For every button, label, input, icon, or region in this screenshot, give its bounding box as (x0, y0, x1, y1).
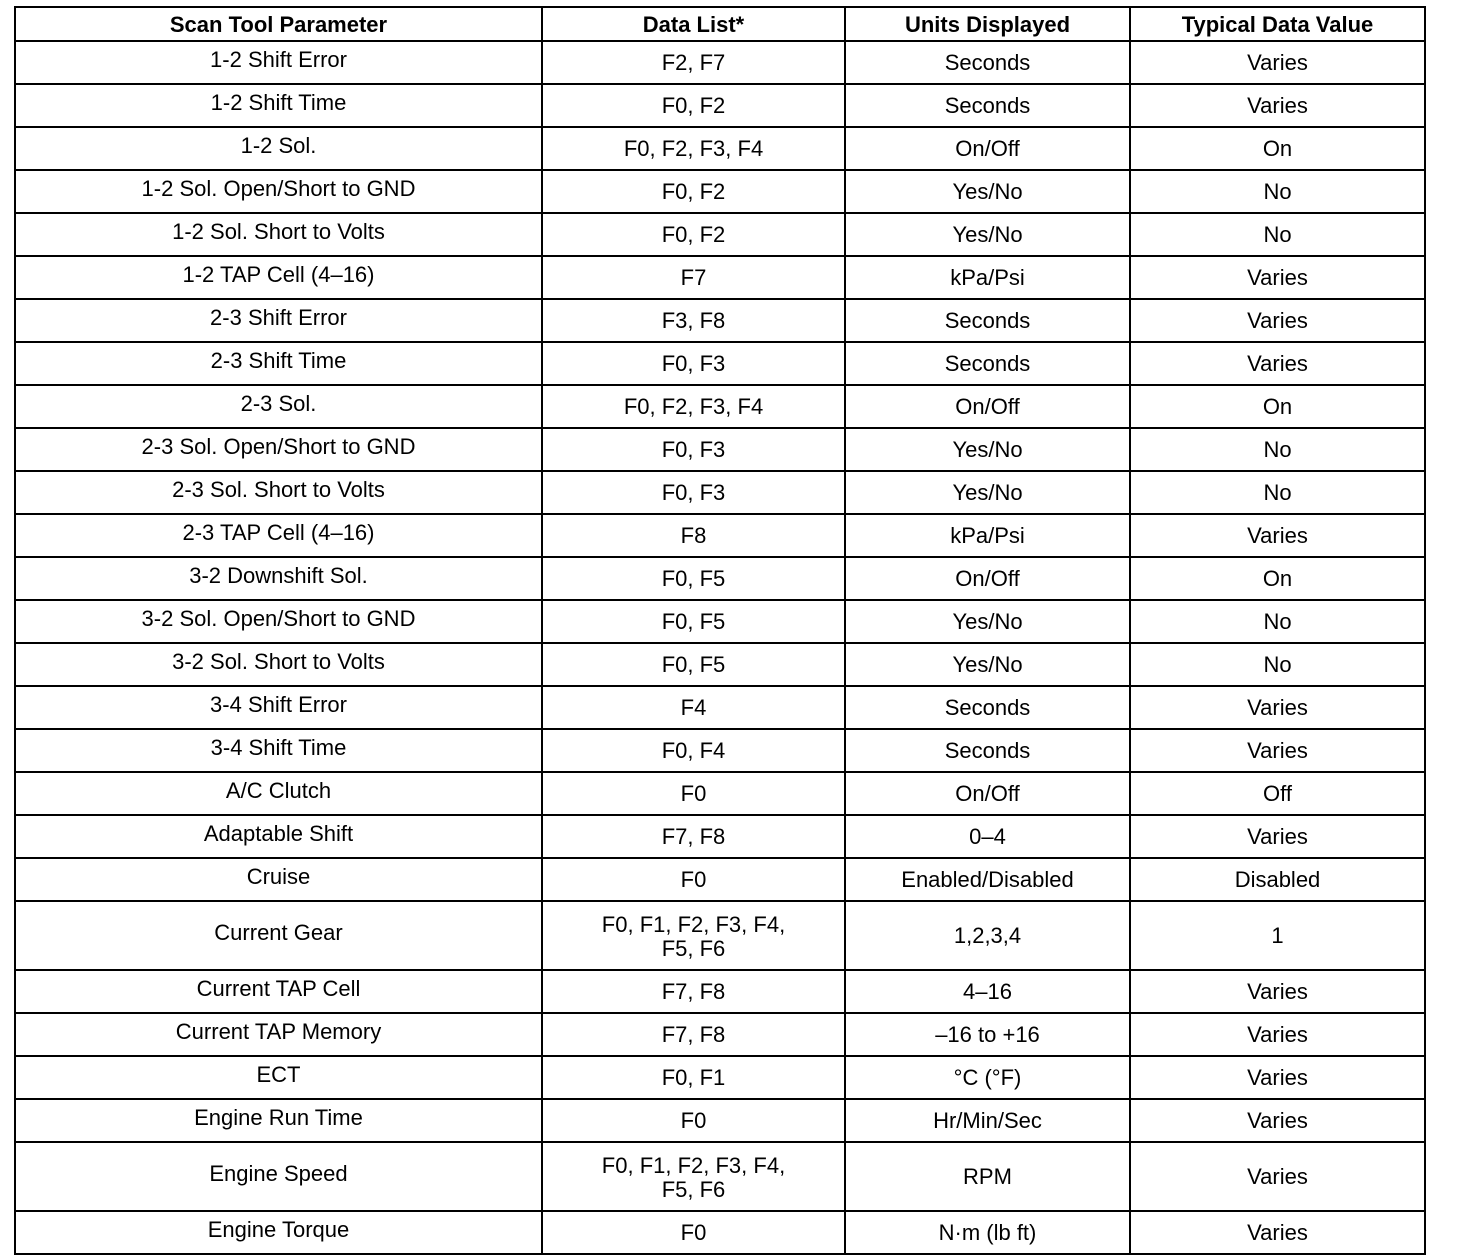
cell-units: RPM (845, 1142, 1130, 1211)
table-row (15, 428, 1425, 471)
cell-typical-value: On (1130, 557, 1425, 600)
cell-data-list: F8 (542, 514, 845, 557)
cell-data-list: F0, F5 (542, 643, 845, 686)
cell-parameter: 2-3 Sol. (15, 385, 542, 428)
cell-typical-value: Disabled (1130, 858, 1425, 901)
table-row (15, 1211, 1425, 1254)
cell-units: kPa/Psi (845, 514, 1130, 557)
cell-typical-value: No (1130, 213, 1425, 256)
cell-units: On/Off (845, 127, 1130, 170)
cell-parameter: Current TAP Cell (15, 970, 542, 1013)
cell-typical-value: Varies (1130, 1056, 1425, 1099)
cell-parameter: Current TAP Memory (15, 1013, 542, 1056)
cell-typical-value: Varies (1130, 342, 1425, 385)
cell-typical-value: Varies (1130, 970, 1425, 1013)
cell-typical-value: Varies (1130, 84, 1425, 127)
cell-data-list: F0, F2 (542, 170, 845, 213)
cell-data-list: F7, F8 (542, 970, 845, 1013)
cell-typical-value: No (1130, 600, 1425, 643)
cell-units: Hr/Min/Sec (845, 1099, 1130, 1142)
cell-parameter: 2-3 Shift Time (15, 342, 542, 385)
table-row (15, 1099, 1425, 1142)
cell-typical-value: On (1130, 385, 1425, 428)
cell-data-list: F0, F3 (542, 471, 845, 514)
cell-parameter: 1-2 Shift Time (15, 84, 542, 127)
table-row (15, 84, 1425, 127)
table-row (15, 858, 1425, 901)
table-row (15, 729, 1425, 772)
cell-typical-value: No (1130, 428, 1425, 471)
cell-units: 4–16 (845, 970, 1130, 1013)
cell-typical-value: Varies (1130, 729, 1425, 772)
cell-data-list: F0, F2, F3, F4 (542, 127, 845, 170)
cell-parameter: 2-3 Sol. Short to Volts (15, 471, 542, 514)
cell-data-list: F0, F5 (542, 557, 845, 600)
cell-parameter: Engine Run Time (15, 1099, 542, 1142)
cell-parameter: Cruise (15, 858, 542, 901)
cell-units: °C (°F) (845, 1056, 1130, 1099)
cell-typical-value: Varies (1130, 1211, 1425, 1254)
cell-data-list: F2, F7 (542, 41, 845, 84)
cell-units: N·m (lb ft) (845, 1211, 1130, 1254)
table-row (15, 41, 1425, 84)
cell-parameter: 2-3 Sol. Open/Short to GND (15, 428, 542, 471)
cell-units: Yes/No (845, 643, 1130, 686)
cell-typical-value: Varies (1130, 514, 1425, 557)
table-row (15, 299, 1425, 342)
cell-parameter: 3-4 Shift Time (15, 729, 542, 772)
cell-typical-value: Varies (1130, 1013, 1425, 1056)
table-row (15, 471, 1425, 514)
cell-typical-value: Varies (1130, 1142, 1425, 1211)
table-row (15, 514, 1425, 557)
cell-units: Yes/No (845, 428, 1130, 471)
cell-data-list: F0, F5 (542, 600, 845, 643)
cell-data-list: F0 (542, 772, 845, 815)
cell-parameter: 3-2 Downshift Sol. (15, 557, 542, 600)
cell-data-list: F0 (542, 1211, 845, 1254)
cell-parameter: ECT (15, 1056, 542, 1099)
cell-parameter: 3-2 Sol. Short to Volts (15, 643, 542, 686)
cell-data-list: F0 (542, 858, 845, 901)
cell-parameter: 2-3 Shift Error (15, 299, 542, 342)
cell-data-list: F7, F8 (542, 1013, 845, 1056)
cell-units: –16 to +16 (845, 1013, 1130, 1056)
cell-parameter: 1-2 Shift Error (15, 41, 542, 84)
cell-data-list: F7 (542, 256, 845, 299)
cell-typical-value: Varies (1130, 299, 1425, 342)
cell-data-list: F0 (542, 1099, 845, 1142)
table-row (15, 385, 1425, 428)
table-row (15, 1142, 1425, 1211)
table-row (15, 815, 1425, 858)
cell-parameter: 1-2 Sol. Short to Volts (15, 213, 542, 256)
cell-data-list: F0, F1, F2, F3, F4, F5, F6 (542, 1142, 845, 1211)
table-row (15, 970, 1425, 1013)
table-row (15, 772, 1425, 815)
cell-data-list: F7, F8 (542, 815, 845, 858)
cell-units: kPa/Psi (845, 256, 1130, 299)
cell-typical-value: Varies (1130, 256, 1425, 299)
table-row (15, 686, 1425, 729)
cell-typical-value: On (1130, 127, 1425, 170)
cell-data-list: F0, F2 (542, 213, 845, 256)
cell-units: 1,2,3,4 (845, 901, 1130, 970)
cell-parameter: 3-4 Shift Error (15, 686, 542, 729)
cell-typical-value: Varies (1130, 815, 1425, 858)
scan-tool-data-table (14, 6, 1426, 1255)
cell-parameter: Engine Torque (15, 1211, 542, 1254)
cell-typical-value: 1 (1130, 901, 1425, 970)
table-row (15, 256, 1425, 299)
cell-units: Yes/No (845, 170, 1130, 213)
cell-parameter: 2-3 TAP Cell (4–16) (15, 514, 542, 557)
cell-parameter: Current Gear (15, 901, 542, 970)
table-row (15, 342, 1425, 385)
cell-units: Seconds (845, 729, 1130, 772)
cell-units: On/Off (845, 385, 1130, 428)
cell-parameter: 3-2 Sol. Open/Short to GND (15, 600, 542, 643)
cell-units: Seconds (845, 686, 1130, 729)
cell-data-list: F0, F1, F2, F3, F4, F5, F6 (542, 901, 845, 970)
table-row (15, 1013, 1425, 1056)
cell-data-list: F3, F8 (542, 299, 845, 342)
cell-parameter: A/C Clutch (15, 772, 542, 815)
cell-units: 0–4 (845, 815, 1130, 858)
table-row (15, 1056, 1425, 1099)
table-row (15, 600, 1425, 643)
cell-parameter: 1-2 TAP Cell (4–16) (15, 256, 542, 299)
cell-parameter: Engine Speed (15, 1142, 542, 1211)
cell-typical-value: Varies (1130, 1099, 1425, 1142)
cell-units: Seconds (845, 41, 1130, 84)
cell-units: Seconds (845, 342, 1130, 385)
cell-data-list: F0, F3 (542, 428, 845, 471)
table-row (15, 170, 1425, 213)
cell-units: Yes/No (845, 213, 1130, 256)
header-typical-data-value: Typical Data Value (1130, 7, 1425, 41)
cell-data-list: F0, F1 (542, 1056, 845, 1099)
cell-typical-value: Varies (1130, 41, 1425, 84)
cell-typical-value: No (1130, 643, 1425, 686)
table-row (15, 901, 1425, 970)
cell-typical-value: No (1130, 170, 1425, 213)
cell-typical-value: Varies (1130, 686, 1425, 729)
table-row (15, 127, 1425, 170)
cell-units: Seconds (845, 84, 1130, 127)
cell-units: Yes/No (845, 600, 1130, 643)
cell-parameter: Adaptable Shift (15, 815, 542, 858)
table-row (15, 213, 1425, 256)
cell-data-list: F4 (542, 686, 845, 729)
table-body (15, 41, 1425, 1254)
cell-typical-value: Off (1130, 772, 1425, 815)
cell-typical-value: No (1130, 471, 1425, 514)
header-data-list: Data List* (542, 7, 845, 41)
header-row (15, 7, 1425, 41)
cell-units: Yes/No (845, 471, 1130, 514)
table-row (15, 557, 1425, 600)
cell-data-list: F0, F3 (542, 342, 845, 385)
cell-units: Enabled/Disabled (845, 858, 1130, 901)
cell-units: On/Off (845, 557, 1130, 600)
cell-data-list: F0, F4 (542, 729, 845, 772)
cell-data-list: F0, F2, F3, F4 (542, 385, 845, 428)
cell-parameter: 1-2 Sol. (15, 127, 542, 170)
cell-data-list: F0, F2 (542, 84, 845, 127)
cell-units: Seconds (845, 299, 1130, 342)
cell-parameter: 1-2 Sol. Open/Short to GND (15, 170, 542, 213)
header-units-displayed: Units Displayed (845, 7, 1130, 41)
cell-units: On/Off (845, 772, 1130, 815)
header-scan-tool-parameter: Scan Tool Parameter (15, 7, 542, 41)
table-row (15, 643, 1425, 686)
